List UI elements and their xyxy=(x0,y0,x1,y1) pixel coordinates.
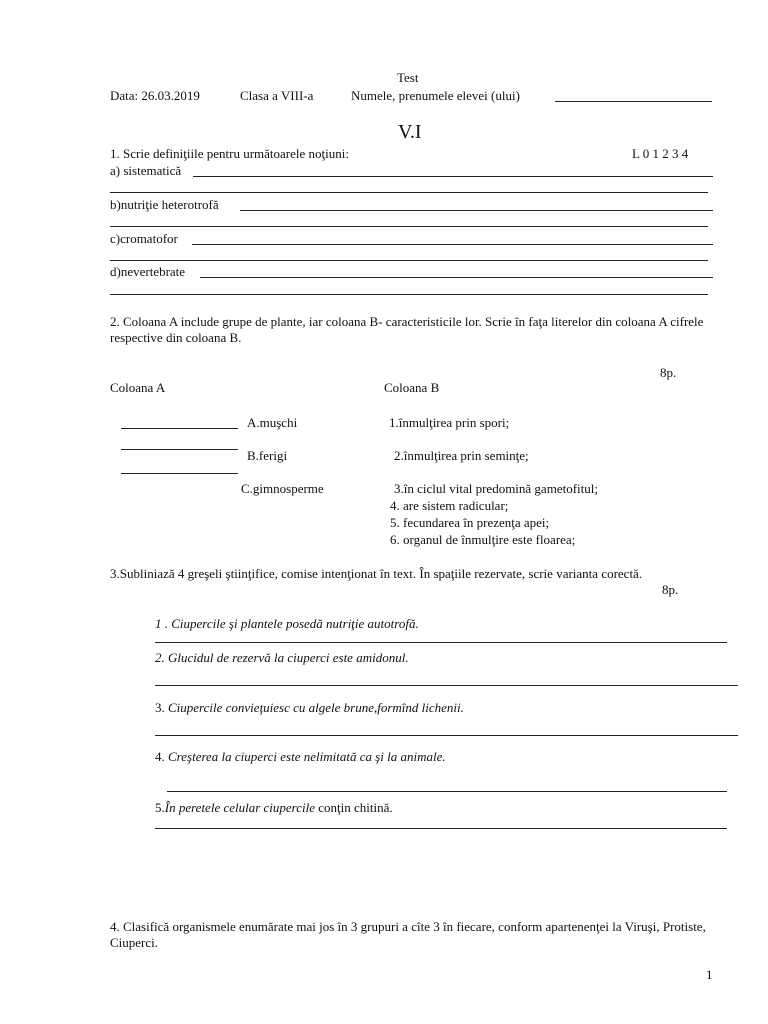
q1-score-scale: L 0 1 2 3 4 xyxy=(632,146,689,161)
column-b-item-3: 3.în ciclul vital predomină gametofitul; xyxy=(394,481,598,496)
q2-points: 8p. xyxy=(660,365,677,380)
q3-prompt: 3.Subliniază 4 greşeli ştiinţifice, comise intenţionat în text. În spaţiile rezervate, scrie varianta corectă. xyxy=(110,566,643,581)
q2-answer-line-b[interactable] xyxy=(121,449,238,450)
q3-statement-5-text: În peretele celular ciupercile xyxy=(164,800,316,815)
q3-statement-1-number: 1 . xyxy=(155,616,168,631)
q3-statement-4[interactable] xyxy=(155,750,446,763)
column-a-title: Coloana A xyxy=(110,380,166,395)
class-label: Clasa a VIII-a xyxy=(240,88,314,103)
column-b-item-4: 4. are sistem radicular; xyxy=(390,498,509,513)
q3-statement-4-text: Creşterea la ciuperci este nelimitată ca şi la animale. xyxy=(168,749,446,764)
column-a-item-3: C.gimnosperme xyxy=(241,481,324,496)
q3-answer-line-4[interactable] xyxy=(167,791,727,792)
q1-prompt: 1. Scrie definiţiile pentru următoarele noţiuni: xyxy=(110,146,349,161)
q3-statement-1[interactable] xyxy=(155,617,419,630)
q1-item-d: d)nevertebrate xyxy=(110,264,186,279)
page-number: 1 xyxy=(706,967,713,982)
column-b-title: Coloana B xyxy=(384,380,440,395)
q1-answer-line-d1[interactable] xyxy=(200,277,713,278)
q1-item-a: a) sistematică xyxy=(110,163,182,178)
column-b-item-1: 1.înmulţirea prin spori; xyxy=(389,415,510,430)
q3-statement-4-number: 4. xyxy=(155,749,165,764)
student-name-label: Numele, prenumele elevei (ului) xyxy=(351,88,520,103)
q1-item-b: b)nutriţie heterotrofă xyxy=(110,197,219,212)
q3-statement-2-number: 2. xyxy=(155,650,165,665)
q3-statement-3-number: 3. xyxy=(155,700,165,715)
q3-answer-line-5[interactable] xyxy=(155,828,727,829)
q1-answer-line-a1[interactable] xyxy=(193,176,713,177)
column-b-item-6: 6. organul de înmulţire este floarea; xyxy=(390,532,576,547)
q3-statement-2-text: Glucidul de rezervă la ciuperci este amidonul. xyxy=(168,650,409,665)
q2-answer-line-a[interactable] xyxy=(121,428,238,429)
q1-answer-line-b1[interactable] xyxy=(240,210,713,211)
column-a-item-2: B.ferigi xyxy=(247,448,288,463)
q4-prompt: 4. Clasifică organismele enumărate mai jos în 3 grupuri a cîte 3 în fiecare, conform apartenenţei la Viruşi, Protiste, Ciuperci. xyxy=(110,919,706,950)
q3-statement-5-number: 5. xyxy=(155,800,165,815)
student-name-blank[interactable] xyxy=(555,101,712,102)
q3-answer-line-1[interactable] xyxy=(155,642,727,643)
q3-statement-1-text: Ciupercile şi plantele posedă nutriţie autotrofă. xyxy=(171,616,419,631)
q3-statement-5[interactable] xyxy=(155,801,393,814)
column-a-item-1: A.muşchi xyxy=(247,415,298,430)
q1-answer-line-d2[interactable] xyxy=(110,294,708,295)
q1-answer-line-b2[interactable] xyxy=(110,226,708,227)
q3-statement-3-text: Ciupercile convieţuiesc cu algele brune,formînd lichenii. xyxy=(168,700,464,715)
q1-answer-line-a2[interactable] xyxy=(110,192,708,193)
q3-answer-line-3[interactable] xyxy=(155,735,738,736)
q3-points: 8p. xyxy=(662,582,679,597)
test-title: Test xyxy=(397,70,419,85)
q3-answer-line-2[interactable] xyxy=(155,685,738,686)
q1-answer-line-c2[interactable] xyxy=(110,260,708,261)
q3-statement-2[interactable] xyxy=(155,651,409,664)
q3-statement-5-tail: conţin chitină. xyxy=(315,800,393,815)
column-b-item-5: 5. fecundarea în prezenţa apei; xyxy=(390,515,550,530)
q2-prompt: 2. Coloana A include grupe de plante, iar coloana B- caracteristicile lor. Scrie în faţa literelor din coloana A cifrele respective din coloana B. xyxy=(110,314,704,345)
q1-item-c: c)cromatofor xyxy=(110,231,178,246)
column-b-item-2: 2.înmulţirea prin seminţe; xyxy=(394,448,529,463)
q2-answer-line-c[interactable] xyxy=(121,473,238,474)
variant-label: V.I xyxy=(398,121,422,143)
q3-statement-3[interactable] xyxy=(155,701,464,714)
q1-answer-line-c1[interactable] xyxy=(192,244,713,245)
date-label: Data: 26.03.2019 xyxy=(110,88,200,103)
